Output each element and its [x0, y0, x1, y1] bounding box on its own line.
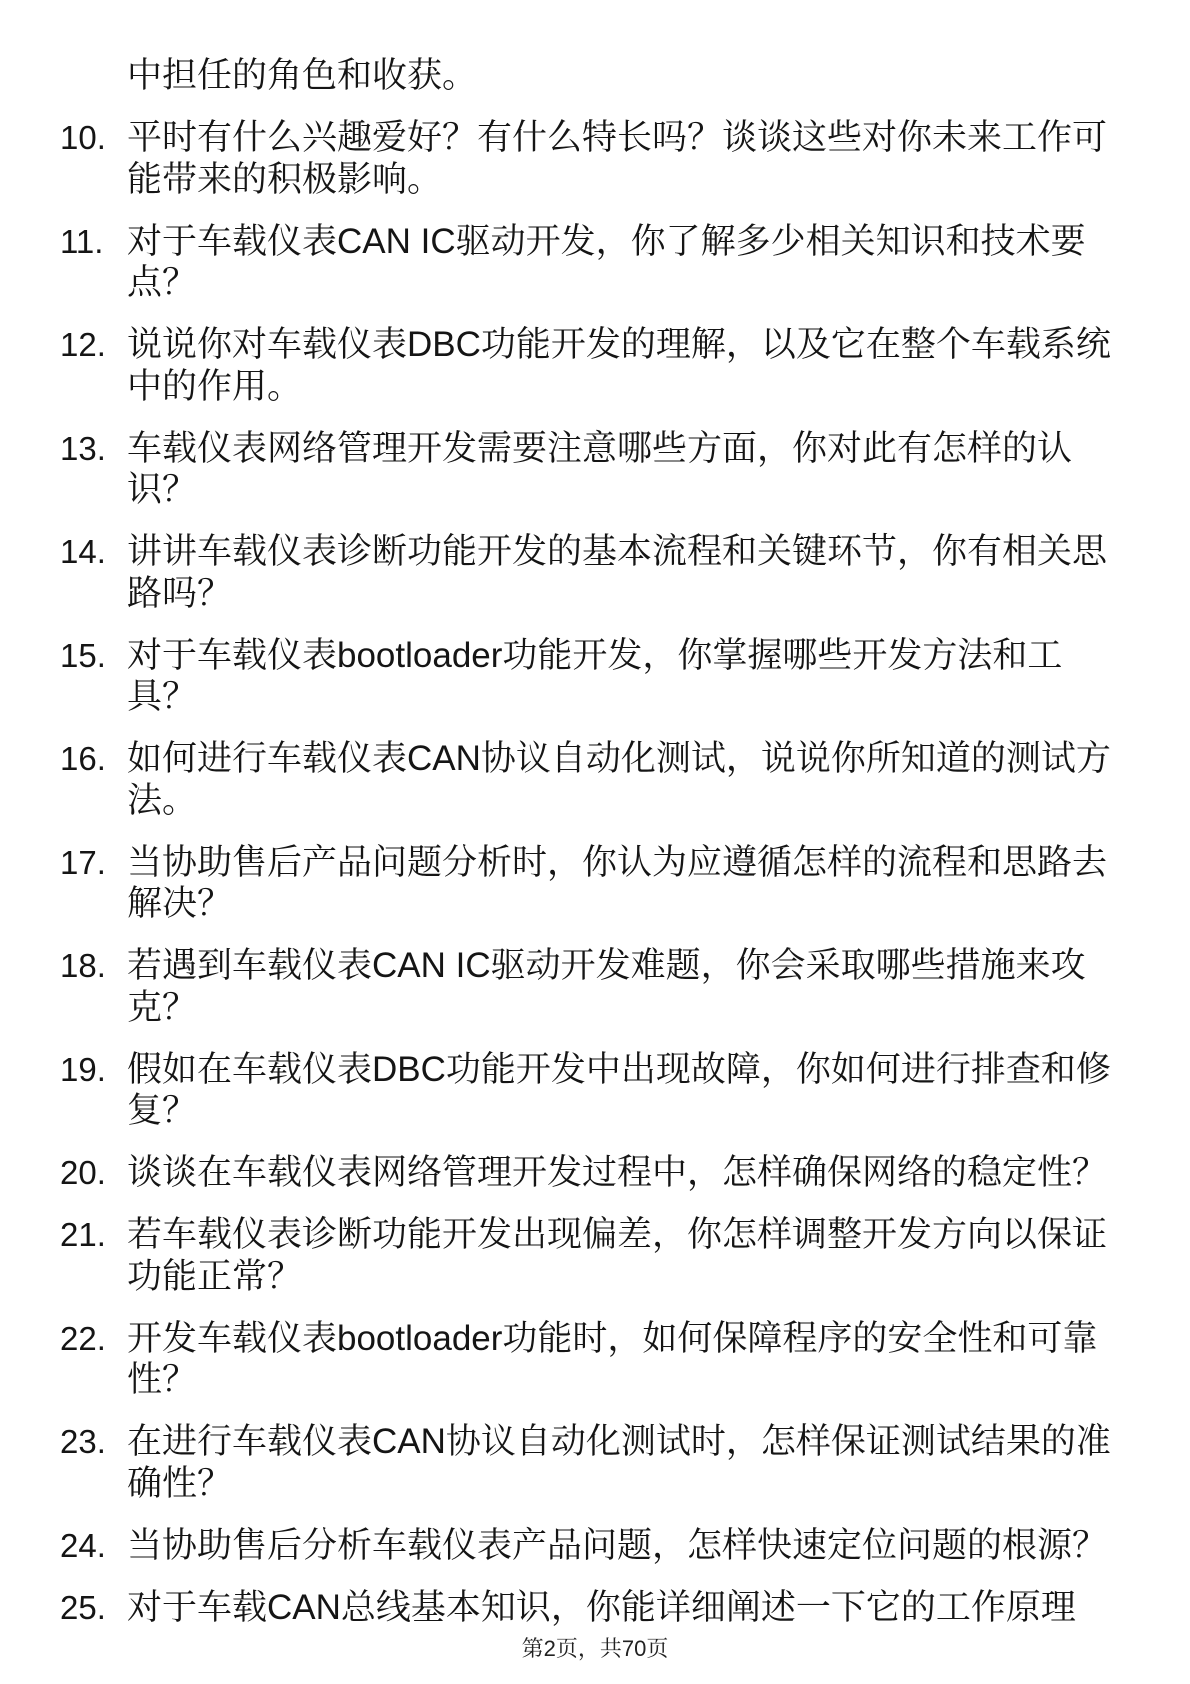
item-text	[127, 1421, 1160, 1504]
item-text	[127, 1525, 1160, 1567]
item-line: 功能正常？	[127, 1256, 303, 1296]
item-line: 对于车载仪表CAN IC驱动开发，你了解多少相关知识和技术要	[127, 221, 1086, 261]
item-line: 解决？	[127, 884, 233, 923]
item-line: 当协助售后产品问题分析时，你认为应遵循怎样的流程和思路去	[127, 842, 1108, 882]
item-line: 车载仪表网络管理开发需要注意哪些方面，你对此有怎样的认	[127, 428, 1073, 468]
item-line: 若遇到车载仪表CAN IC驱动开发难题，你会采取哪些措施来攻	[127, 946, 1086, 985]
item-text	[127, 1214, 1160, 1297]
item-number: 10.	[60, 119, 106, 156]
item-line: 当协助售后分析车载仪表产品问题，怎样快速定位问题的根源？	[127, 1525, 1108, 1565]
list-item	[60, 635, 1160, 718]
item-line: 点？	[127, 263, 198, 302]
item-line: 如何进行车载仪表CAN协议自动化测试，说说你所知道的测试方	[127, 739, 1111, 778]
item-line: 在进行车载仪表CAN协议自动化测试时，怎样保证测试结果的准	[127, 1422, 1111, 1461]
item-number: 16.	[60, 740, 106, 777]
item-number: 12.	[60, 326, 106, 363]
item-number: 13.	[60, 429, 106, 467]
item-number: 14.	[60, 533, 106, 570]
item-line: 路吗？	[127, 573, 233, 613]
item-line: 若车载仪表诊断功能开发出现偏差，你怎样调整开发方向以保证	[127, 1215, 1108, 1254]
item-number: 11.	[60, 222, 104, 260]
list-item	[60, 221, 1160, 304]
item-text	[127, 428, 1160, 511]
item-text	[127, 738, 1160, 821]
item-line: 说说你对车载仪表DBC功能开发的理解，以及它在整个车载系统	[127, 325, 1111, 364]
item-number: 15.	[60, 636, 106, 674]
item-text	[127, 1152, 1160, 1194]
item-line: 谈谈在车载仪表网络管理开发过程中，怎样确保网络的稳定性？	[127, 1153, 1108, 1192]
item-line: 假如在车载仪表DBC功能开发中出现故障，你如何进行排查和修	[127, 1049, 1111, 1089]
item-line: 对于车载仪表bootloader功能开发，你掌握哪些开发方法和工	[127, 635, 1063, 675]
item-number: 25.	[60, 1588, 106, 1626]
item-line: 平时有什么兴趣爱好？有什么特长吗？谈谈这些对你未来工作可	[127, 118, 1108, 157]
item-number: 19.	[60, 1050, 106, 1088]
list-item	[60, 1318, 1160, 1401]
item-line: 开发车载仪表bootloader功能时，如何保障程序的安全性和可靠	[127, 1318, 1098, 1358]
page-footer: 第2页，共70页	[521, 1636, 669, 1661]
list-item	[60, 428, 1160, 511]
item-text	[127, 842, 1160, 925]
item-text	[127, 1318, 1160, 1401]
item-line: 能带来的积极影响。	[127, 159, 443, 199]
list-item	[60, 842, 1160, 925]
item-line: 具？	[127, 677, 198, 716]
item-text	[127, 945, 1160, 1028]
list-item	[60, 1049, 1160, 1132]
item-text	[127, 635, 1160, 718]
item-line: 讲讲车载仪表诊断功能开发的基本流程和关键环节，你有相关思	[127, 532, 1108, 571]
list-item	[60, 1525, 1160, 1567]
list-item	[60, 324, 1160, 407]
item-text	[127, 1049, 1160, 1132]
continuation-text: 中担任的角色和收获。	[127, 56, 478, 95]
item-line: 中的作用。	[127, 366, 303, 406]
item-line: 克？	[127, 987, 198, 1027]
list-item	[60, 1152, 1160, 1194]
item-text	[127, 1587, 1160, 1629]
item-number: 17.	[60, 843, 106, 881]
list-item	[60, 1587, 1160, 1629]
item-number: 23.	[60, 1423, 106, 1460]
item-number: 21.	[60, 1216, 106, 1253]
question-list	[60, 55, 1160, 1628]
item-line: 识？	[127, 470, 198, 509]
item-number: 22.	[60, 1319, 106, 1357]
list-item	[60, 531, 1160, 614]
item-text	[127, 531, 1160, 614]
item-line: 对于车载CAN总线基本知识，你能详细阐述一下它的工作原理	[127, 1587, 1076, 1627]
item-line: 法。	[127, 780, 198, 820]
item-line: 复？	[127, 1091, 198, 1130]
list-item	[60, 1214, 1160, 1297]
item-text	[127, 117, 1160, 200]
item-number: 18.	[60, 947, 106, 984]
item-text	[127, 221, 1160, 304]
list-item	[60, 1421, 1160, 1504]
item-line: 确性？	[127, 1463, 233, 1503]
list-item	[60, 117, 1160, 200]
list-item	[60, 945, 1160, 1028]
item-number: 20.	[60, 1154, 106, 1191]
item-number: 24.	[60, 1526, 106, 1564]
list-item	[60, 738, 1160, 821]
item-text	[127, 324, 1160, 407]
item-line: 性？	[127, 1360, 198, 1399]
